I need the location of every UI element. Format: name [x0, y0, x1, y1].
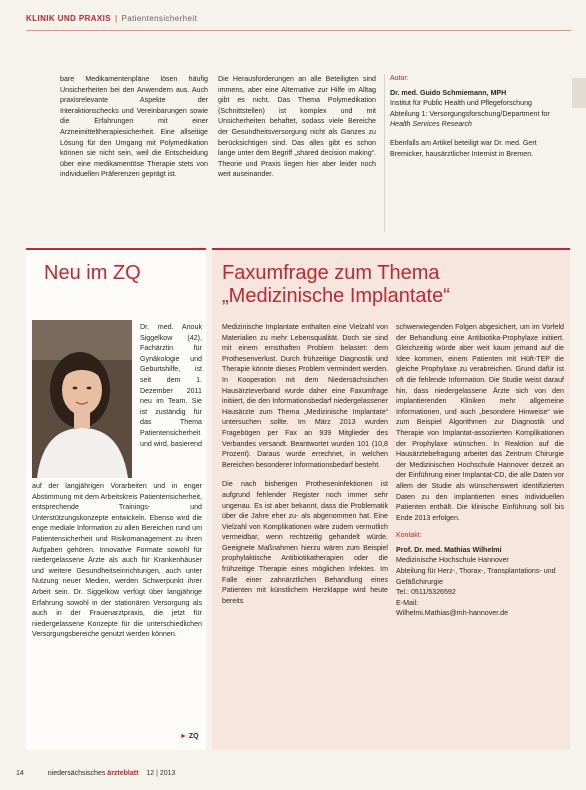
author-institute: Institut für Public Health und Pflegeforschung — [390, 99, 532, 108]
zq-body-text: auf der langjährigen Vorarbeiten und in enger Abstimmung mit dem Arbeitskreis Patientensicherheit, entsprechende Trainings- und Unterstützungskonzepte entwickeln. Ebenso wird die enge mediale Information zu allen Bereichen rund um Patientensicherheit und Risikomanagement zu ihren Aufgaben gehören. Innovative Formate sowohl für niedergelassene Ärzte als auch für Krankenhäuser und weitere Gesundheitseinrichtungen, auch unter Nutzung neuer Medien, werden Schwerpunkt ihrer Arbeit sein. Dr. Siggelkow verfügt über langjährige Erfahrung sowohl in der stationären Versorgung als auch in der Frauenarztpraxis, die jetzt für niedergelassene Konzepte für die unterschiedlichen Versorgungsbereiche genutzt werden können. — [32, 482, 202, 639]
contact-label: Kontakt: — [396, 532, 422, 540]
top-article-col1-text: bare Medikamentenpläne lösen häufig Unsicherheiten bei den Anwendern aus. Auch praxisrelevante Aspekte der Interaktionschecks und Vereinbarungen sowie die Erfahrungen mit einer Arzneimitteltherapiesicherheit. Eine allseitige Lösung für den Umgang mit Polymedikation können sie nicht sein, weil die Entscheidung über eine medikamentöse Therapie stets von individuellen Präferenzen geprägt ist. — [60, 75, 208, 179]
fax-col2 — [396, 322, 564, 619]
fax-heading-line2: „Medizinische Implantate“ — [222, 285, 450, 307]
author-name: Dr. med. Guido Schmiemann, MPH — [390, 88, 507, 97]
arrow-icon: ► — [180, 733, 187, 740]
author-box — [390, 74, 568, 159]
contact-institution: Medizinische Hochschule Hannover — [396, 556, 509, 565]
contact-email: Wilhelmi.Mathias@mh-hannover.de — [396, 609, 509, 618]
fax-col2-para1: schwerwiegenden Folgen abgesichert, um im Vorfeld der Behandlung eine Antibiotika-Prophylaxe initiiert. Gleichzeitig würde aber weit kaum jemand auf die Idee kommen, einem Patienten mit Hüft-TEP die gleiche Prophylaxe zu verabreichen. Grund dafür ist oft die fehlende Information. Die Studie weist darauf hin, dass niedergelassene Ärzte sich von den implantierenden Kliniken mehr allgemeine Informationen, und auch „besondere Hinweise“ wie zum Beispiel Algorithmen zur Diagnostik und Therapie von Implantat-assoziierten Komplikationen der Prophylaxe wünschen. In Reaktion auf die Hausärztebefragung arbeitet das Zentrum Chirurgie der Medizinischen Hochschule Hannover derzeit an der Einführung einer Implantat-CD, die alle Daten vor allem der Studie als wünschenswert identifizierten Daten zu den implantierten eines individuellen Patienten enthält. Die klinische Einführung soll bis Ende 2013 erfolgen. — [396, 323, 564, 522]
portrait-illustration — [32, 320, 132, 478]
section-title: KLINIK UND PRAXIS — [26, 14, 112, 23]
fax-col1 — [222, 322, 388, 606]
top-article-col1 — [60, 74, 208, 180]
zq-intro-text: Dr. med. Anouk Siggelkow (42), Fachärztin für Gynäkologie und Geburtshilfe, ist seit dem 1. Dezember 2011 neu im Team. Sie ist zuständig für das Thema Patientensicherheit und wird, basierend — [140, 323, 202, 448]
journal-prefix: niedersächsisches — [47, 770, 106, 777]
author-department — [390, 109, 568, 130]
contact-department: Abteilung für Herz-, Thorax-, Transplantations- und Gefäßchirurgie — [396, 567, 556, 586]
zq-mark-text: ZQ — [188, 733, 199, 740]
portrait-photo — [32, 320, 132, 478]
page-number: 14 — [16, 770, 24, 777]
top-article-col2-text: Die Herausforderungen an alle Beteiligten sind immens, aber eine Alternative zur Hilfe im Alltag gibt es nicht. Das Thema Polymedikation (Schnittstellen) ist komplex und mit Unsicherheiten behaftet, sodass viele Bereiche der Gesundheitsversorgung nicht als Ganzes zu berücksichtigen sind. Das alles gibt es schon lange unter dem Begriff „shared decision making“. Theorie und Praxis liegen hier aber leider noch weit auseinander. — [218, 75, 376, 179]
fax-heading — [222, 262, 450, 308]
contact-name: Prof. Dr. med. Mathias Wilhelmi — [396, 545, 502, 554]
page-header — [26, 14, 197, 23]
contact-phone: Tel.: 0511/5326592 — [396, 588, 456, 597]
issue-number: 12 | 2013 — [146, 770, 176, 777]
section-topic: Patientensicherheit — [121, 14, 198, 23]
fax-heading-line1: Faxumfrage zum Thema — [222, 262, 440, 284]
journal-title: ärzteblatt — [107, 770, 139, 777]
column-rule — [384, 74, 385, 232]
zq-mark — [180, 733, 199, 740]
author-department-text: Abteilung 1: Versorgungsforschung/Department for — [390, 109, 550, 118]
zq-intro — [140, 322, 202, 449]
contact-email-label: E-Mail: — [396, 598, 419, 607]
fax-col1-para1: Medizinische Implantate enthalten eine Vielzahl von Materialien zu mehr Lebensqualität. Doch sie sind mit einem ernsthaften Problem belastet: dem Prothesenverlust. Durch frühzeitige Diagnostik und Therapie könnte dieses Problem vermindert werden. In Kooperation mit dem Niedersächsischen Hausärzteverband wurde daher eine Faxumfrage initiiert, die den Informationsbedarf niedergelassener Hausärzte zum Thema „Medizinische Implantate“ untersuchen sollte. Im März 2013 wurden Fragebögen per Fax an 939 Mitglieder des Verbandes versandt. Beantwortet wurden 101 (10,8 Prozent). Daraus wurde errechnet, in welchen Bereichen besonderer Informationsbedarf besteht. — [222, 323, 388, 469]
fax-contact — [396, 531, 564, 619]
author-department-en: Health Services Research — [390, 120, 473, 129]
header-separator: | — [115, 14, 118, 23]
page-footer — [16, 770, 175, 777]
page-edge-tab — [572, 78, 586, 108]
zq-heading: Neu im ZQ — [44, 262, 141, 284]
author-label: Autor: — [390, 75, 409, 82]
coauthor-note: Ebenfalls am Artikel beteiligt war Dr. med. Gert Bremicker, hausärztlicher Internist in Bremen. — [390, 138, 537, 158]
fax-col1-para2: Die nach bisherigen Protheseninfektionen ist aufgrund fehlender Register noch immer sehr ungenau. Es ist aber bekannt, dass die Problematik über die Jahre eher zu- als abgenommen hat. Eine Vielzahl von Komplikationen wäre zudem vermutlich vermeidbar, wenn rechtzeitig gehandelt würde. Geeignete Maßnahmen hierzu wären zum Beispiel prophylaktische Antibiotikatherapien oder die frühzeitige Therapie eines möglichen Infektes. Im Falle einer zahnärztlichen Behandlung eines Patienten mit künstlichem Herzklappe wird heute bereits — [222, 480, 388, 605]
zq-body — [32, 481, 202, 640]
journal-name — [48, 770, 139, 777]
header-rule — [26, 30, 571, 31]
top-article-col2 — [218, 74, 376, 180]
